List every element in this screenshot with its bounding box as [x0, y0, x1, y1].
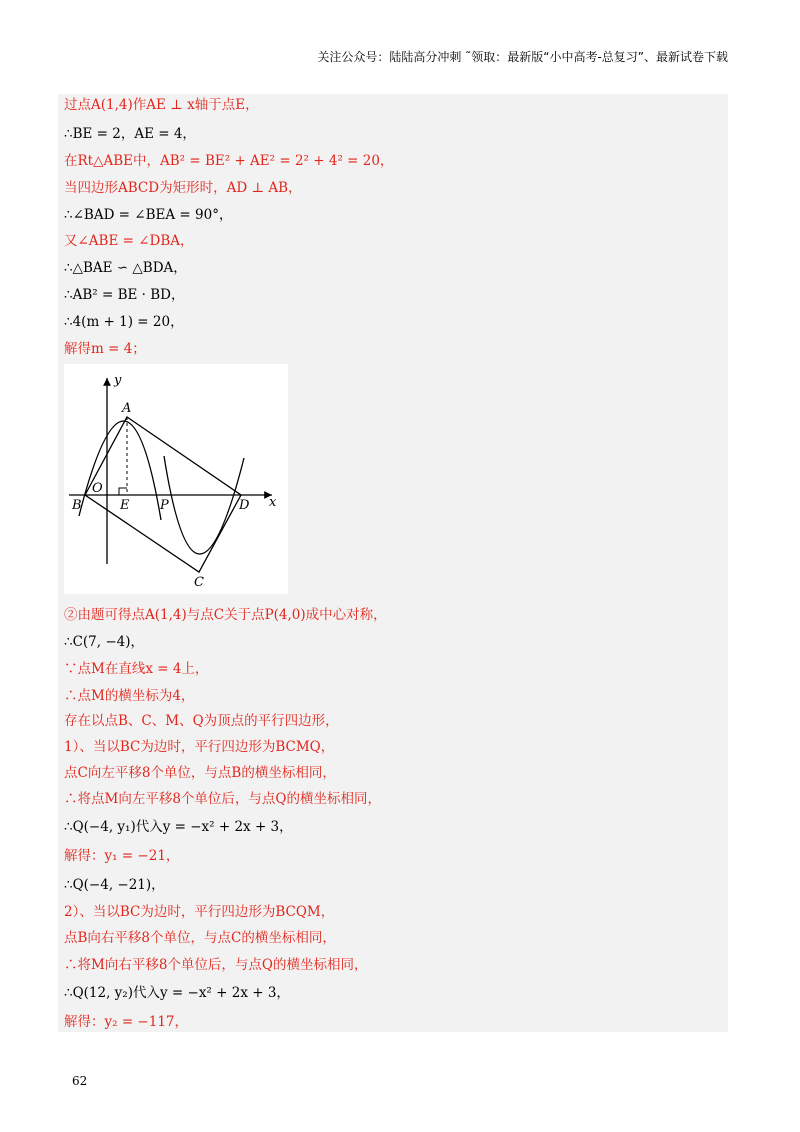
parabola-figure	[64, 364, 288, 594]
solution-line: 当四边形ABCD为矩形时，AD ⊥ AB，	[64, 180, 302, 196]
solution-line: ∴AB² = BE · BD，	[64, 287, 185, 303]
solution-line: ∴Q(−4, y₁)代入y = −x² + 2x + 3，	[64, 819, 293, 835]
solution-line: 解得：y₁ = −21，	[64, 848, 180, 864]
solution-line: ∴BE = 2，AE = 4，	[64, 126, 196, 142]
page-number: 62	[72, 1074, 88, 1088]
label-x: x	[269, 495, 277, 510]
solution-line: 解得m = 4；	[64, 341, 146, 357]
solution-line: 点B向右平移8个单位，与点C的横坐标相同，	[64, 930, 336, 946]
solution-line: 在Rt△ABE中，AB² = BE² + AE² = 2² + 4² = 20，	[64, 153, 394, 169]
label-d: D	[239, 498, 250, 513]
solution-line: 点C向左平移8个单位，与点B的横坐标相同，	[64, 765, 336, 781]
parabola-right-curve	[164, 456, 244, 554]
page-header: 关注公众号：陆陆高分冲刺 ˜领取：最新版“小中高考-总复习”、最新试卷下载	[317, 50, 728, 64]
label-e: E	[120, 498, 130, 513]
solution-line: ∴将点M向左平移8个单位后，与点Q的横坐标相同，	[64, 791, 381, 807]
solution-line: 又∠ABE = ∠DBA，	[64, 233, 194, 249]
solution-line: ∴Q(−4, −21)，	[64, 877, 165, 893]
label-p: P	[160, 498, 169, 513]
label-c: C	[194, 575, 204, 590]
solution-line: ∴∠BAD = ∠BEA = 90°，	[64, 207, 233, 223]
solution-line: ∴C(7, −4)，	[64, 634, 145, 650]
solution-line: ∴Q(12, y₂)代入y = −x² + 2x + 3，	[64, 985, 290, 1001]
solution-line: ∴将M向右平移8个单位后，与点Q的横坐标相同，	[64, 957, 368, 973]
label-a: A	[122, 401, 132, 416]
solution-line: ∵点M在直线x = 4上，	[64, 661, 209, 677]
right-angle-mark	[119, 488, 127, 495]
label-b: B	[72, 498, 82, 513]
solution-line: 2）、当以BC为边时，平行四边形为BCQM，	[64, 904, 335, 920]
solution-line: 过点A(1,4)作AE ⊥ x轴于点E，	[64, 97, 259, 113]
label-y: y	[114, 373, 122, 388]
solution-line: ∴4(m + 1) = 20，	[64, 314, 184, 330]
solution-line: 解得：y₂ = −117，	[64, 1014, 189, 1030]
solution-line: ∴点M的横坐标为4，	[64, 688, 195, 704]
solution-line: 1）、当以BC为边时，平行四边形为BCMQ，	[64, 739, 335, 755]
solution-line: ②由题可得点A(1,4)与点C关于点P(4,0)成中心对称，	[64, 607, 387, 623]
coordinate-graph	[64, 364, 288, 594]
label-o: O	[92, 481, 103, 496]
solution-line: 存在以点B、C、M、Q为顶点的平行四边形，	[64, 713, 339, 729]
solution-line: ∴△BAE ∽ △BDA，	[64, 260, 187, 276]
